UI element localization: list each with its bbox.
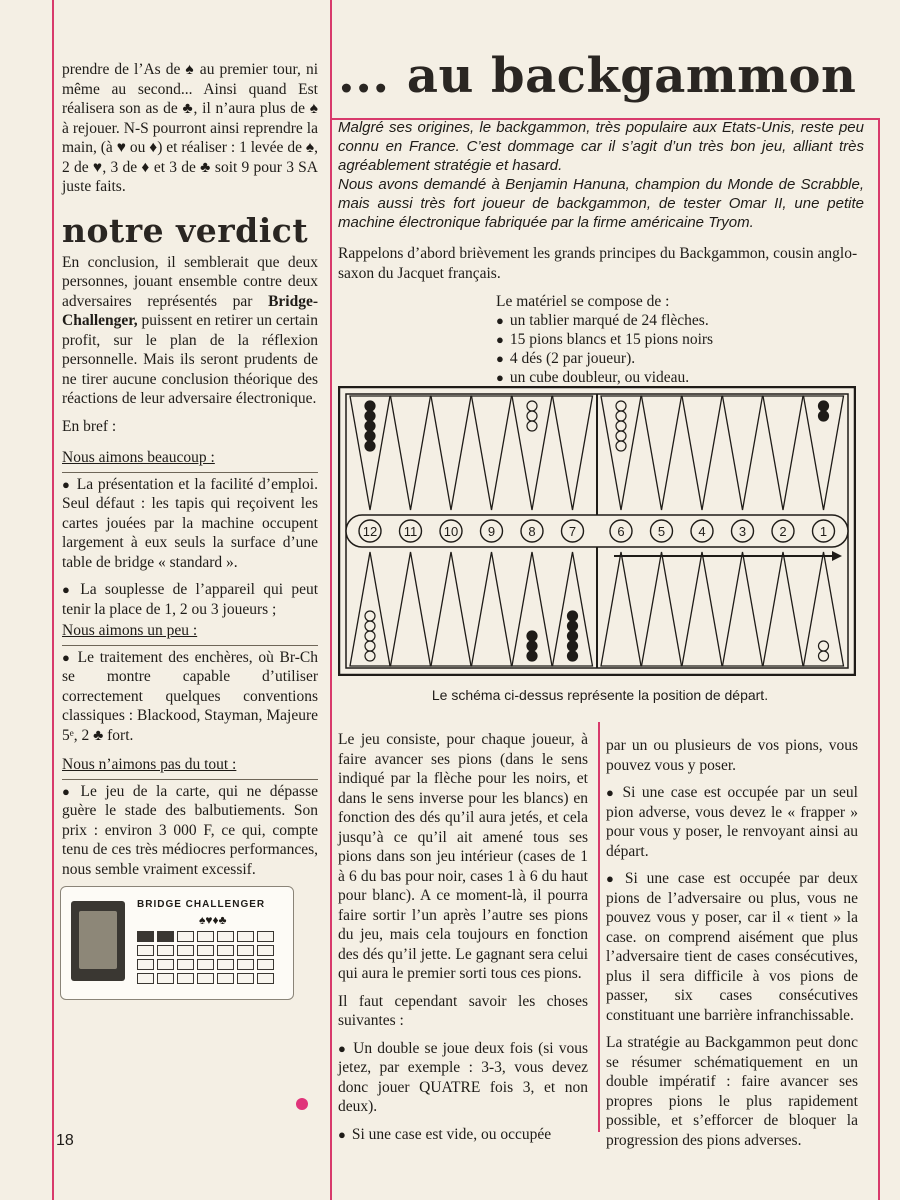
margin-rule-left [52,0,54,1200]
black-checker [527,631,537,641]
white-checker [819,641,829,651]
board-number: 2 [779,524,787,539]
board-point-bottom [723,552,763,666]
black-checker [365,431,375,441]
white-checker [616,411,626,421]
board-point-top [431,396,471,510]
black-checker [568,611,578,621]
device-key [217,973,234,984]
board-point-top [472,396,512,510]
board-point-bottom [431,552,471,666]
en-bref: En bref : [62,417,117,435]
device-key [197,945,214,956]
white-checker [365,611,375,621]
backgammon-board [338,386,856,676]
black-checker [365,411,375,421]
rule-single-opponent: ● Si une case est occupée par un seul pion adverse, vous devez le « frapper » pour vous y poser, le renvoyant ainsi au départ. [606,783,858,861]
board-point-bottom [391,552,431,666]
column-rule-center [330,0,332,1200]
right-column [606,736,858,1158]
white-checker [365,621,375,631]
black-checker [819,401,829,411]
white-checker [365,651,375,661]
board-number: 10 [443,524,459,539]
board-point-top [763,396,803,510]
device-key [257,945,274,956]
pink-dot [296,1098,308,1110]
column-rule-bottom [598,722,600,1132]
device-key [257,973,274,984]
rappel-text: Rappelons d’abord brièvement les grands principes du Backgammon, cousin anglo-saxon du Jacquet français. [338,245,858,282]
device-key [237,931,254,942]
black-checker [365,421,375,431]
device-key [137,931,154,942]
board-number: 1 [819,524,828,539]
verdict-paragraph [62,253,318,409]
board-number: 7 [568,524,577,539]
rule-double: ● Un double se joue deux fois (si vous jetez, par exemple : 3-3, vous devez donc jouer QUATRE fois 3, et non deux). [338,1039,588,1117]
black-checker [568,621,578,631]
device-card-slot [71,901,125,981]
verdict-text-a: En conclusion, il semblerait que deux personnes, jouant ensemble contre deux adversaires représentés par [62,253,318,310]
board-number: 12 [362,524,378,539]
device-label: BRIDGE CHALLENGER [137,899,266,910]
board-point-top [723,396,763,510]
board-number: 3 [738,524,747,539]
device-key [197,973,214,984]
device-key [157,931,174,942]
black-checker [568,651,578,661]
divider [62,779,318,780]
device-key [237,959,254,970]
intro-block [338,118,864,232]
board-point-bottom [763,552,803,666]
board-number: 5 [657,524,666,539]
device-key [257,931,274,942]
device-key [157,945,174,956]
device-key [137,959,154,970]
device-key [177,959,194,970]
black-checker [527,651,537,661]
device-key [197,931,214,942]
board-number: 11 [403,524,418,539]
bullet-souplesse: ● La souplesse de l’appareil qui peut tenir la place de 1, 2 ou 3 joueurs ; [62,580,318,619]
intro-paragraph-1: Malgré ses origines, le backgammon, très populaire aux Etats-Unis, reste peu connu en France. C’est dommage car il s’agit d’un très bon jeu, alliant très agréablement stratégie et hasard. [338,119,864,174]
board-point-top [642,396,682,510]
device-card [79,911,117,969]
device-key [137,973,154,984]
black-checker [568,641,578,651]
white-checker [616,421,626,431]
device-key [197,959,214,970]
black-checker [527,641,537,651]
device-key [257,959,274,970]
intro-paragraph-2: Nous avons demandé à Benjamin Hanuna, champion du Monde de Scrabble, mais aussi très fort joueur de backgammon, de tester Omar II, une petite machine électronique fabriquée par la firme américaine Tryom. [338,176,864,231]
device-key [177,931,194,942]
white-checker [365,631,375,641]
heading-aimons-pas: Nous n’aimons pas du tout : [62,756,237,773]
white-checker [527,401,537,411]
white-checker [616,441,626,451]
board-point-top [391,396,431,510]
material-item: ● un tablier marqué de 24 flèches. [496,311,856,330]
board-number: 9 [487,524,496,539]
verdict-title: notre verdict [62,210,309,250]
black-checker [568,631,578,641]
board-number: 6 [617,524,625,539]
black-checker [365,401,375,411]
device-key [237,945,254,956]
white-checker [616,431,626,441]
margin-rule-right [878,118,880,1200]
bullet-encheres: ● Le traitement des enchères, où Br-Ch se montre capable d’utiliser correctement quelques conventions classiques : Blackood, Stayman, Majeure 5ᵉ, 2 ♣ fort. [62,648,318,746]
black-checker [819,411,829,421]
white-checker [527,421,537,431]
material-item: ● 4 dés (2 par joueur). [496,349,856,368]
rule-two-opponents: ● Si une case est occupée par deux pions de l’adversaire ou plus, vous ne pouvez vous y poser, car il « tient » la case. on comprend aisément que plus l’adversaire tient de cases consécutives, plus il sera difficile à vos pions de passer, six cases consécutives constituant une barrière infranchissable. [606,869,858,1025]
device-keypad [137,931,283,991]
board-caption: Le schéma ci-dessus représente la position de départ. [431,687,769,703]
device-key [237,973,254,984]
device-key [157,959,174,970]
backgammon-title: ... au backgammon [338,48,857,104]
heading-aimons-beaucoup: Nous aimons beaucoup : [62,449,215,466]
bullet-presentation: ● La présentation et la facilité d’emploi. Seul défaut : les tapis qui reçoivent les cartes jouées par la machine occupent largement à eux seuls la surface d’une table de bridge « standard ». [62,475,318,573]
device-key [217,959,234,970]
material-item: ● un cube doubleur, ou videau. [496,368,856,387]
board-point-top [553,396,593,510]
device-key [177,973,194,984]
verdict-bold: Bridge-Challenger, [62,292,318,329]
rules-paragraph: Le jeu consiste, pour chaque joueur, à faire avancer ses pions (dans le sens indiqué par la flèche pour les noirs, et dans le sens inverse pour les blancs) en fonction des dés qu’il aura jetés, et cela jusqu’à ce qu’il ait amené tous ses pions dans son jeu intérieur (cases de 1 à 6 du bas pour noir, cases 1 à 6 du haut pour blanc). A ce moment-là, il pourra faire sortir l’un après l’autre ses pions du jeu, mais cela toujours en fonction des dés qu’il jette. Le gagnant sera celui qui aura le premier sorti tous ces pions. [338,731,588,982]
device-key [217,931,234,942]
rules-intro: Il faut cependant savoir les choses suivantes : [338,992,588,1029]
black-checker [365,441,375,451]
bridge-challenger-device [60,886,294,1000]
board-point-top [682,396,722,510]
bridge-conclusion-text: prendre de l’As de ♠ au premier tour, ni même au second... Ainsi quand Est réalisera son as de ♣, il n’aura plus de ♠ à rejouer. N-S pourront ainsi reprendre la main, (à ♥ ou ♦) et réaliser : 1 levée de ♠, 2 de ♥, 3 de ♦ et 3 de ♣ soit 9 pour 3 SA juste faits. [62,61,318,195]
verdict-text-b: puissent en retirer un certain profit, sur le plan de la réflexion personnelle. Mais ils seront prudents de ne tirer aucune conclusion théorique des réactions de leur adversaire électronique. [62,312,318,407]
white-checker [365,641,375,651]
board-point-bottom [642,552,682,666]
device-key [137,945,154,956]
left-column [62,60,318,887]
board-point-bottom [472,552,512,666]
board-point-bottom [601,552,641,666]
strategy-paragraph: La stratégie au Backgammon peut donc se résumer schématiquement en un double impératif : faire avancer ses propres pions le plus rapidement possible, et s’efforcer de bloquer la progression des pions adverses. [606,1034,858,1149]
direction-arrow-head [832,551,842,561]
rule-empty-case-cont: par un ou plusieurs de vos pions, vous pouvez vous y poser. [606,737,858,774]
middle-column [338,730,588,1152]
device-key [157,973,174,984]
heading-aimons-peu: Nous aimons un peu : [62,622,198,639]
rule-empty-case: ● Si une case est vide, ou occupée [338,1125,588,1145]
white-checker [616,401,626,411]
divider [62,472,318,473]
page-number: 18 [56,1132,74,1149]
white-checker [527,411,537,421]
device-key [177,945,194,956]
device-key [217,945,234,956]
board-number: 4 [698,524,706,539]
board-point-bottom [682,552,722,666]
materials-title: Le matériel se compose de : [496,293,670,310]
white-checker [819,651,829,661]
board-number: 8 [528,524,536,539]
materials-list [496,292,856,387]
device-suit-icons: ♠♥♦♣ [199,913,227,927]
material-item: ● 15 pions blancs et 15 pions noirs [496,330,856,349]
divider [62,645,318,646]
bullet-jeu-carte: ● Le jeu de la carte, qui ne dépasse guère le stade des balbutiements. Son prix : environ 3 000 F, ce qui, compte tenu de ces très médiocres performances, nous semble vraiment excessif. [62,782,318,880]
